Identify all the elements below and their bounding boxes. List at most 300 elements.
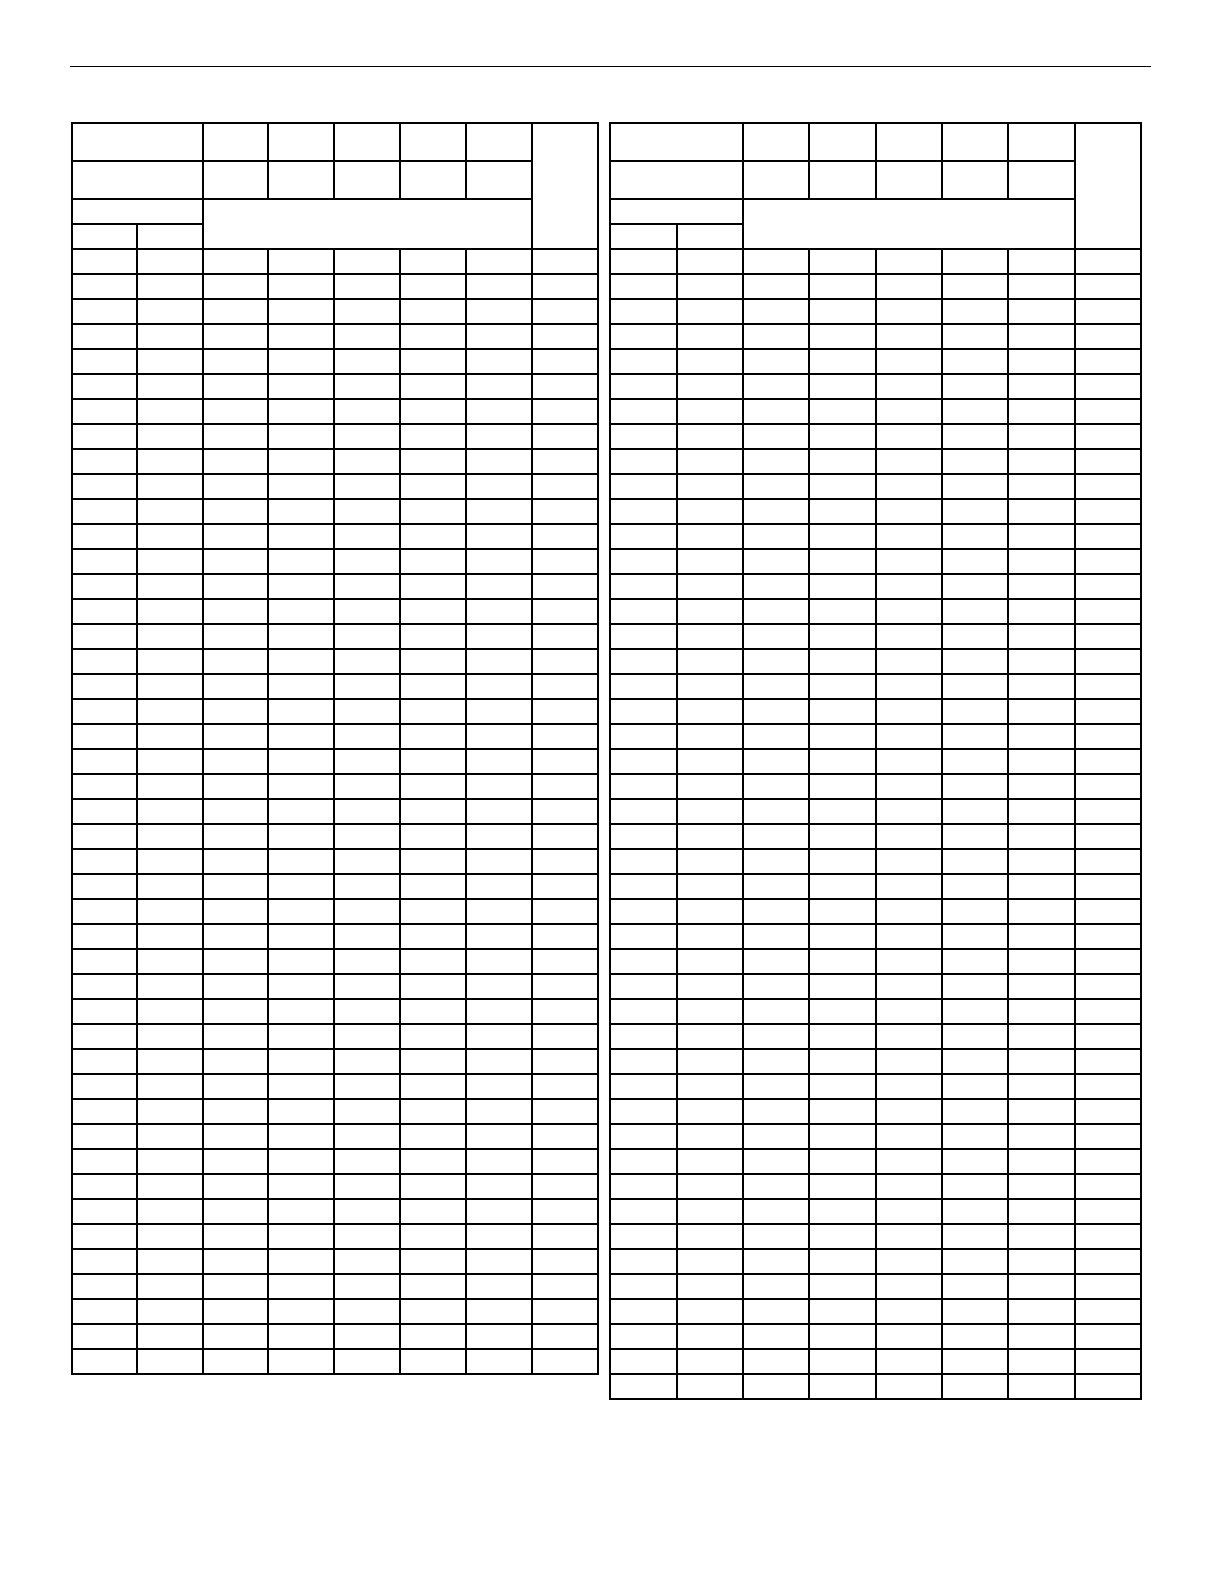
table-cell [743,549,809,574]
table-cell [466,1124,532,1149]
header-cell [203,123,268,161]
table-cell [743,849,809,874]
table-cell [400,1249,466,1274]
table-cell [610,749,677,774]
table-cell [203,924,268,949]
table-cell [532,324,598,349]
table-cell [203,499,268,524]
table-cell [334,1224,400,1249]
table-cell [610,524,677,549]
table-cell [268,1324,334,1349]
table-cell [876,374,942,399]
table-cell [942,1224,1008,1249]
table-cell [137,924,203,949]
table-cell [1008,374,1075,399]
table-cell [677,1299,743,1324]
table-cell [72,524,137,549]
table-cell [400,749,466,774]
table-cell [876,899,942,924]
table-cell [1075,1274,1141,1299]
table-cell [203,549,268,574]
table-cell [400,1074,466,1099]
table-cell [876,499,942,524]
header-cell [876,161,942,199]
table-cell [610,474,677,499]
header-cell [610,224,677,249]
header-cell [610,161,743,199]
table-cell [466,649,532,674]
table-row [72,949,598,974]
table-cell [876,1049,942,1074]
table-cell [743,749,809,774]
table-cell [72,674,137,699]
table-cell [809,1249,876,1274]
table-cell [334,324,400,349]
table-cell [466,1074,532,1099]
table-cell [942,474,1008,499]
table-cell [400,1349,466,1374]
table-cell [72,1174,137,1199]
table-cell [809,1349,876,1374]
table-cell [1008,424,1075,449]
table-cell [809,349,876,374]
table-cell [268,399,334,424]
header-cell-tall [1075,123,1141,249]
table-cell [1008,499,1075,524]
table-cell [677,1124,743,1149]
table-cell [610,774,677,799]
table-cell [532,874,598,899]
table-row [610,1099,1141,1124]
table-cell [334,424,400,449]
table-cell [72,574,137,599]
table-cell [334,1299,400,1324]
table-cell [334,549,400,574]
table-cell [72,349,137,374]
table-cell [334,924,400,949]
table-row [610,1249,1141,1274]
table-cell [268,924,334,949]
table-cell [268,1024,334,1049]
table-row [610,249,1141,274]
table-cell [334,524,400,549]
table-cell [809,874,876,899]
table-cell [137,324,203,349]
table-row [610,274,1141,299]
table-cell [532,924,598,949]
table-cell [876,1199,942,1224]
table-cell [1008,599,1075,624]
table-cell [203,524,268,549]
table-cell [942,599,1008,624]
table-cell [466,1174,532,1199]
table-cell [137,1124,203,1149]
table-cell [532,249,598,274]
table-cell [137,849,203,874]
table-cell [400,299,466,324]
table-cell [466,1324,532,1349]
table-cell [610,899,677,924]
table-cell [942,549,1008,574]
table-cell [942,924,1008,949]
table-cell [677,774,743,799]
header-cell-wide [743,199,1075,249]
table-row [72,1024,598,1049]
table-cell [743,924,809,949]
table-row [72,1124,598,1149]
table-cell [610,599,677,624]
table-cell [72,924,137,949]
table-cell [203,674,268,699]
table-cell [876,424,942,449]
table-cell [203,1249,268,1274]
table-cell [743,399,809,424]
table-cell [334,349,400,374]
table-cell [532,749,598,774]
table-cell [466,574,532,599]
table-cell [532,499,598,524]
table-row [610,1074,1141,1099]
table-cell [942,774,1008,799]
table-cell [876,999,942,1024]
table-cell [203,699,268,724]
table-row [72,474,598,499]
table-cell [610,924,677,949]
header-cell [334,123,400,161]
table-cell [1008,399,1075,424]
table-cell [532,849,598,874]
table-cell [677,349,743,374]
table-cell [610,549,677,574]
table-cell [677,874,743,899]
table-cell [400,1124,466,1149]
table-cell [137,1224,203,1249]
table-row [610,1299,1141,1324]
table-cell [942,1124,1008,1149]
table-cell [268,949,334,974]
table-cell [268,724,334,749]
table-cell [677,1224,743,1249]
table-cell [677,1024,743,1049]
table-cell [72,1199,137,1224]
table-row [610,824,1141,849]
table-cell [334,724,400,749]
table-cell [400,1174,466,1199]
table-cell [1008,849,1075,874]
table-cell [466,1249,532,1274]
table-cell [1075,349,1141,374]
table-cell [203,849,268,874]
table-row [72,649,598,674]
table-row [72,599,598,624]
table-cell [532,349,598,374]
table-cell [1075,1324,1141,1349]
table-cell [72,799,137,824]
table-cell [268,249,334,274]
header-cell [743,161,809,199]
table-cell [268,1299,334,1324]
table-cell [1075,1049,1141,1074]
table-row [72,524,598,549]
table-cell [334,449,400,474]
table-cell [532,399,598,424]
table-cell [743,499,809,524]
table-cell [809,1099,876,1124]
table-cell [610,1024,677,1049]
table-cell [743,474,809,499]
table-cell [334,999,400,1024]
table-cell [72,774,137,799]
table-cell [334,1099,400,1124]
table-cell [268,1049,334,1074]
table-cell [1075,774,1141,799]
table-cell [743,874,809,899]
table-cell [743,1299,809,1324]
table-cell [72,1224,137,1249]
table-cell [610,1199,677,1224]
table-cell [203,1024,268,1049]
table-cell [466,424,532,449]
header-cell [942,161,1008,199]
table-cell [203,1099,268,1124]
table-cell [677,474,743,499]
table-cell [203,899,268,924]
table-cell [809,1024,876,1049]
grid-body [610,249,1141,1399]
table-cell [334,1049,400,1074]
table-cell [876,549,942,574]
table-cell [876,849,942,874]
table-cell [137,1324,203,1349]
table-cell [610,249,677,274]
table-cell [677,499,743,524]
table-cell [1008,1374,1075,1399]
table-cell [334,949,400,974]
table-cell [1075,374,1141,399]
table-cell [137,699,203,724]
table-cell [466,299,532,324]
table-cell [137,274,203,299]
table-cell [532,574,598,599]
table-cell [743,374,809,399]
table-cell [1075,1099,1141,1124]
table-cell [942,849,1008,874]
table-cell [876,524,942,549]
table-cell [743,1049,809,1074]
table-cell [400,474,466,499]
table-row [72,1199,598,1224]
table-cell [334,849,400,874]
table-cell [677,249,743,274]
table-cell [1008,799,1075,824]
header-cell [400,161,466,199]
table-row [72,724,598,749]
table-cell [268,449,334,474]
table-cell [942,699,1008,724]
table-cell [610,1174,677,1199]
table-cell [1008,549,1075,574]
table-cell [1008,1174,1075,1199]
table-row [72,624,598,649]
table-cell [743,599,809,624]
table-cell [466,1349,532,1374]
table-cell [743,899,809,924]
table-cell [268,799,334,824]
table-cell [1008,724,1075,749]
table-cell [334,674,400,699]
table-cell [466,1224,532,1249]
header-cell-wide [203,199,532,249]
table-cell [876,1224,942,1249]
table-cell [334,1324,400,1349]
table-cell [942,624,1008,649]
table-cell [72,299,137,324]
table-cell [137,649,203,674]
table-cell [942,749,1008,774]
table-cell [942,1024,1008,1049]
table-cell [400,524,466,549]
table-cell [610,1124,677,1149]
table-cell [466,449,532,474]
table-cell [876,1099,942,1124]
table-cell [203,424,268,449]
table-cell [1008,974,1075,999]
table-cell [72,424,137,449]
table-cell [876,274,942,299]
table-cell [400,1324,466,1349]
table-cell [942,424,1008,449]
table-cell [203,749,268,774]
table-cell [677,1349,743,1374]
table-cell [466,1199,532,1224]
table-cell [809,499,876,524]
table-cell [203,349,268,374]
table-cell [334,749,400,774]
table-cell [809,324,876,349]
table-cell [268,849,334,874]
table-cell [1008,349,1075,374]
table-cell [1008,949,1075,974]
table-cell [334,574,400,599]
table-cell [743,449,809,474]
table-cell [942,299,1008,324]
table-cell [72,949,137,974]
table-cell [610,499,677,524]
table-cell [72,1349,137,1374]
table-cell [72,824,137,849]
table-cell [532,724,598,749]
table-cell [1075,249,1141,274]
table-cell [400,899,466,924]
table-row [72,1149,598,1174]
table-row [610,349,1141,374]
table-cell [809,424,876,449]
table-row [610,949,1141,974]
table-cell [1008,824,1075,849]
table-cell [1075,474,1141,499]
table-row [610,299,1141,324]
table-cell [466,699,532,724]
table-cell [942,1349,1008,1374]
table-cell [942,1099,1008,1124]
table-row [72,1224,598,1249]
table-cell [137,449,203,474]
table-row [610,374,1141,399]
table-cell [334,374,400,399]
table-cell [137,1349,203,1374]
table-cell [677,899,743,924]
table-cell [876,1124,942,1149]
table-cell [809,1299,876,1324]
table-cell [743,624,809,649]
table-cell [72,1074,137,1099]
table-cell [743,1199,809,1224]
table-cell [876,1274,942,1299]
table-cell [203,1174,268,1199]
table-cell [1075,574,1141,599]
table-cell [809,824,876,849]
table-cell [942,899,1008,924]
table-cell [532,624,598,649]
table-cell [809,549,876,574]
table-cell [72,699,137,724]
table-cell [809,774,876,799]
table-cell [466,624,532,649]
header-cell [610,199,743,224]
table-cell [137,974,203,999]
table-cell [1075,999,1141,1024]
table-cell [268,1349,334,1374]
table-cell [268,899,334,924]
table-cell [1075,699,1141,724]
table-cell [203,649,268,674]
table-cell [610,1049,677,1074]
table-cell [137,774,203,799]
table-cell [334,624,400,649]
table-row [610,474,1141,499]
table-cell [72,624,137,649]
table-cell [400,649,466,674]
table-cell [72,1274,137,1299]
table-cell [677,1074,743,1099]
table-cell [942,799,1008,824]
table-row [610,1049,1141,1074]
table-cell [137,799,203,824]
table-cell [466,749,532,774]
table-cell [743,949,809,974]
table-cell [677,299,743,324]
table-cell [334,699,400,724]
table-cell [400,499,466,524]
table-row [72,699,598,724]
table-cell [876,949,942,974]
table-cell [677,949,743,974]
table-cell [876,1349,942,1374]
table-cell [743,299,809,324]
table-cell [1075,624,1141,649]
table-row [72,274,598,299]
table-cell [72,1124,137,1149]
table-cell [400,1099,466,1124]
table-cell [809,299,876,324]
table-cell [1008,1199,1075,1224]
table-cell [137,824,203,849]
table-cell [876,874,942,899]
table-cell [532,599,598,624]
table-cell [532,649,598,674]
table-cell [743,524,809,549]
table-cell [334,1074,400,1099]
